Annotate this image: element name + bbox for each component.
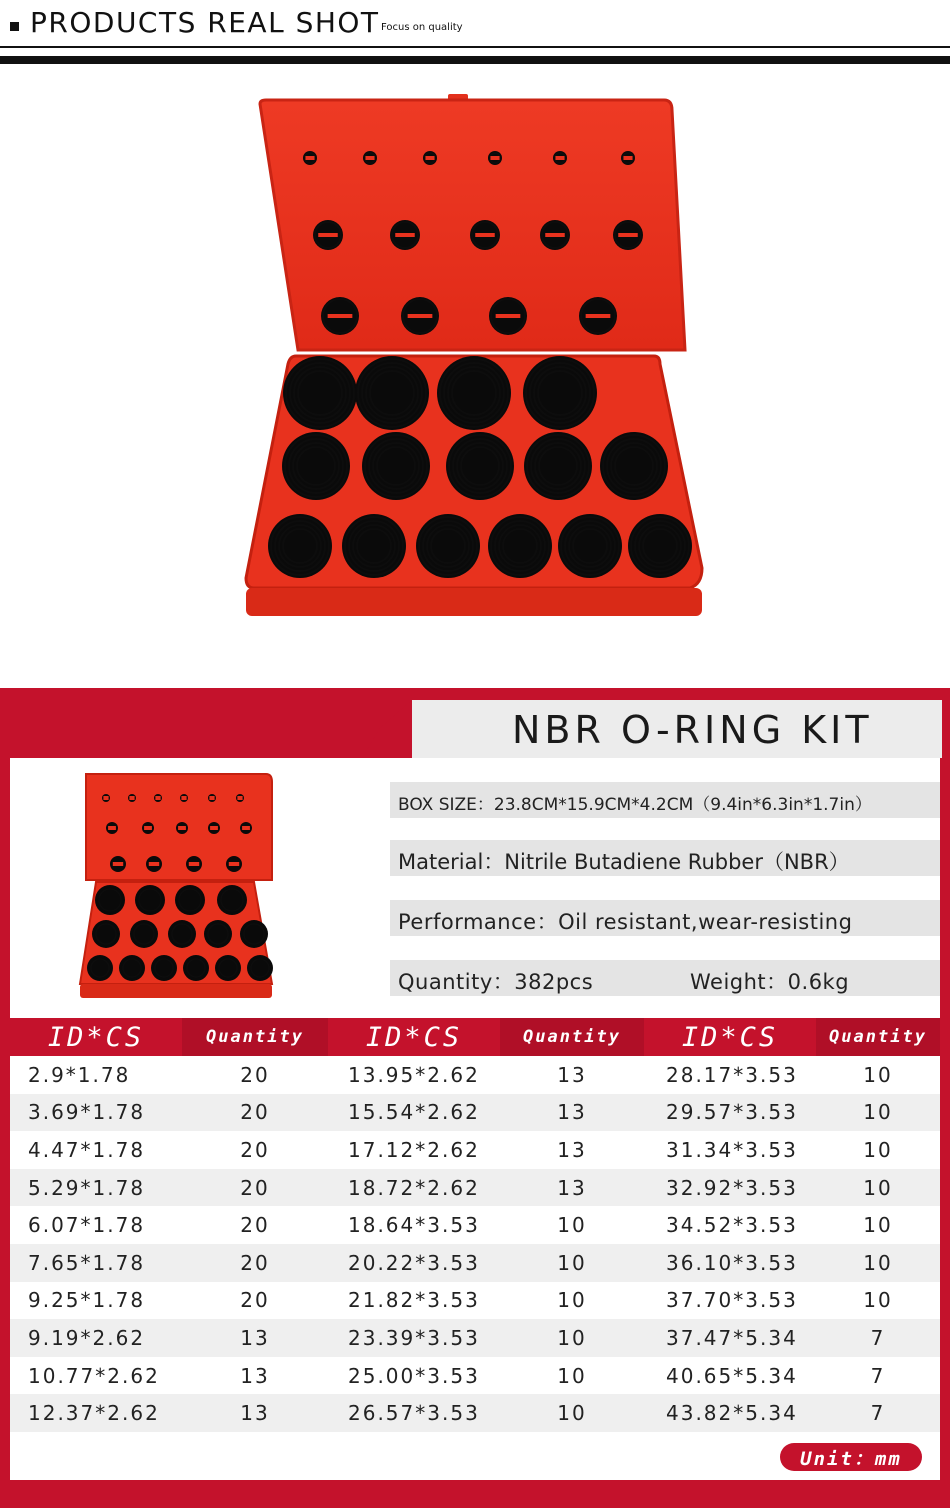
table-row xyxy=(10,1319,940,1357)
table-cell-id-cs: 6.07*1.78 xyxy=(28,1213,146,1238)
table-row xyxy=(10,1244,940,1282)
product-photo xyxy=(240,88,710,628)
col-header-id-cs-2: ID*CS xyxy=(328,1018,500,1056)
table-cell-quantity: 20 xyxy=(240,1175,270,1200)
table-cell-quantity: 10 xyxy=(557,1401,587,1426)
table-cell-id-cs: 18.72*2.62 xyxy=(348,1175,480,1200)
case-lid xyxy=(260,94,685,350)
table-cell-id-cs: 34.52*3.53 xyxy=(666,1213,798,1238)
table-row xyxy=(10,1131,940,1169)
page-subtitle: Focus on quality xyxy=(381,22,463,33)
unit-badge: Unit：mm xyxy=(780,1443,922,1471)
table-cell-id-cs: 32.92*3.53 xyxy=(666,1175,798,1200)
ring-holder-slot xyxy=(318,233,338,237)
ring-holder-slot xyxy=(305,156,314,160)
spec-performance-text: Performance：Oil resistant,wear-resisting xyxy=(398,910,853,934)
thumb-ring-slot xyxy=(229,862,239,866)
header-divider-thin xyxy=(0,46,950,48)
ring-holder-slot xyxy=(623,156,632,160)
thumb-ring-slot xyxy=(178,826,186,830)
ring-holder-slot xyxy=(490,156,499,160)
spec-material xyxy=(390,840,940,876)
thumb-ring-slot xyxy=(103,796,108,800)
col-header-quantity-1: Quantity xyxy=(182,1018,328,1056)
page-title: PRODUCTS REAL SHOT xyxy=(30,6,380,39)
base-front xyxy=(246,588,702,616)
table-cell-quantity: 10 xyxy=(863,1100,893,1125)
table-cell-id-cs: 25.00*3.53 xyxy=(348,1363,480,1388)
col-header-quantity-2: Quantity xyxy=(500,1018,644,1056)
ring-holder-slot xyxy=(395,233,415,237)
table-cell-id-cs: 10.77*2.62 xyxy=(28,1363,160,1388)
header-divider-thick xyxy=(0,56,950,64)
large-ring-stack xyxy=(488,514,552,578)
table-cell-id-cs: 7.65*1.78 xyxy=(28,1250,146,1275)
ring-holder-slot xyxy=(618,233,638,237)
table-cell-id-cs: 9.19*2.62 xyxy=(28,1325,146,1350)
thumb-ring-slot xyxy=(210,826,218,830)
table-cell-quantity: 7 xyxy=(870,1325,886,1350)
table-cell-id-cs: 9.25*1.78 xyxy=(28,1288,146,1313)
table-cell-quantity: 7 xyxy=(870,1363,886,1388)
table-cell-id-cs: 23.39*3.53 xyxy=(348,1325,480,1350)
large-ring-stack xyxy=(628,514,692,578)
table-cell-id-cs: 29.57*3.53 xyxy=(666,1100,798,1125)
table-cell-id-cs: 2.9*1.78 xyxy=(28,1062,131,1087)
table-cell-id-cs: 26.57*3.53 xyxy=(348,1401,480,1426)
header xyxy=(0,0,950,66)
ring-holder-slot xyxy=(365,156,374,160)
spec-material-text: Material：Nitrile Butadiene Rubber（NBR） xyxy=(398,850,850,874)
table-cell-quantity: 10 xyxy=(557,1213,587,1238)
spec-box-size xyxy=(390,782,940,818)
table-cell-quantity: 20 xyxy=(240,1137,270,1162)
ring-holder-slot xyxy=(545,233,565,237)
product-thumbnail xyxy=(78,770,274,1002)
ring-holder-slot xyxy=(425,156,434,160)
large-ring-stack xyxy=(558,514,622,578)
spec-quantity-weight xyxy=(390,960,940,996)
table-cell-quantity: 10 xyxy=(557,1288,587,1313)
table-cell-quantity: 10 xyxy=(863,1288,893,1313)
table-row xyxy=(10,1056,940,1094)
table-cell-quantity: 13 xyxy=(240,1401,270,1426)
table-cell-id-cs: 21.82*3.53 xyxy=(348,1288,480,1313)
table-cell-quantity: 13 xyxy=(240,1363,270,1388)
spec-quantity-text: Quantity：382pcs xyxy=(398,970,594,994)
col-header-quantity-3: Quantity xyxy=(816,1018,940,1056)
large-ring-stack xyxy=(342,514,406,578)
table-cell-id-cs: 28.17*3.53 xyxy=(666,1062,798,1087)
table-cell-id-cs: 31.34*3.53 xyxy=(666,1137,798,1162)
table-cell-quantity: 13 xyxy=(557,1062,587,1087)
table-cell-quantity: 20 xyxy=(240,1250,270,1275)
table-row xyxy=(10,1206,940,1244)
table-cell-quantity: 13 xyxy=(557,1137,587,1162)
col-header-id-cs-1: ID*CS xyxy=(10,1018,182,1056)
thumb-ring-slot xyxy=(129,796,134,800)
table-cell-id-cs: 13.95*2.62 xyxy=(348,1062,480,1087)
table-cell-id-cs: 17.12*2.62 xyxy=(348,1137,480,1162)
table-cell-id-cs: 4.47*1.78 xyxy=(28,1137,146,1162)
thumb-ring-slot xyxy=(144,826,152,830)
table-cell-quantity: 20 xyxy=(240,1213,270,1238)
table-cell-quantity: 10 xyxy=(557,1325,587,1350)
table-cell-id-cs: 37.47*5.34 xyxy=(666,1325,798,1350)
thumb-ring-slot xyxy=(181,796,186,800)
thumb-ring-slot xyxy=(237,796,242,800)
thumb-ring-slot xyxy=(242,826,250,830)
ring-holder-slot xyxy=(408,314,433,318)
table-cell-quantity: 7 xyxy=(870,1401,886,1426)
table-cell-id-cs: 18.64*3.53 xyxy=(348,1213,480,1238)
table-cell-quantity: 10 xyxy=(557,1363,587,1388)
table-cell-id-cs: 37.70*3.53 xyxy=(666,1288,798,1313)
size-table-header xyxy=(10,1018,940,1056)
thumb-ring-slot xyxy=(189,862,199,866)
table-cell-quantity: 20 xyxy=(240,1062,270,1087)
ring-holder-slot xyxy=(475,233,495,237)
table-cell-quantity: 10 xyxy=(863,1213,893,1238)
table-cell-id-cs: 40.65*5.34 xyxy=(666,1363,798,1388)
table-cell-quantity: 20 xyxy=(240,1100,270,1125)
spec-weight-text: Weight：0.6kg xyxy=(690,970,850,994)
thumb-ring-slot xyxy=(149,862,159,866)
table-cell-quantity: 10 xyxy=(863,1062,893,1087)
table-cell-quantity: 13 xyxy=(557,1175,587,1200)
thumb-ring-slot xyxy=(209,796,214,800)
ring-holder-slot xyxy=(496,314,521,318)
thumb-ring-slot xyxy=(155,796,160,800)
large-ring-stack xyxy=(416,514,480,578)
table-cell-quantity: 10 xyxy=(863,1250,893,1275)
large-ring-stack xyxy=(268,514,332,578)
table-cell-id-cs: 3.69*1.78 xyxy=(28,1100,146,1125)
table-cell-id-cs: 43.82*5.34 xyxy=(666,1401,798,1426)
table-cell-quantity: 13 xyxy=(557,1100,587,1125)
header-bullet xyxy=(10,22,19,31)
table-cell-quantity: 10 xyxy=(557,1250,587,1275)
table-cell-id-cs: 36.10*3.53 xyxy=(666,1250,798,1275)
thumb-ring-slot xyxy=(108,826,116,830)
thumb-front xyxy=(80,984,272,998)
spec-box-size-text: BOX SIZE：23.8CM*15.9CM*4.2CM（9.4in*6.3in*1.7in） xyxy=(398,795,872,815)
table-cell-id-cs: 5.29*1.78 xyxy=(28,1175,146,1200)
table-row xyxy=(10,1357,940,1395)
kit-title: NBR O-RING KIT xyxy=(512,708,873,752)
col-header-id-cs-3: ID*CS xyxy=(644,1018,816,1056)
title-banner-accent xyxy=(362,700,412,758)
table-row xyxy=(10,1282,940,1320)
ring-holder-slot xyxy=(586,314,611,318)
table-row xyxy=(10,1094,940,1132)
table-cell-quantity: 13 xyxy=(240,1325,270,1350)
spec-performance xyxy=(390,900,940,936)
table-cell-quantity: 10 xyxy=(863,1137,893,1162)
table-cell-quantity: 20 xyxy=(240,1288,270,1313)
table-cell-id-cs: 20.22*3.53 xyxy=(348,1250,480,1275)
thumb-ring-slot xyxy=(113,862,123,866)
table-row xyxy=(10,1394,940,1432)
case-base xyxy=(246,356,702,616)
ring-holder-slot xyxy=(555,156,564,160)
table-row xyxy=(10,1169,940,1207)
table-cell-id-cs: 12.37*2.62 xyxy=(28,1401,160,1426)
table-cell-quantity: 10 xyxy=(863,1175,893,1200)
ring-holder-slot xyxy=(328,314,353,318)
table-cell-id-cs: 15.54*2.62 xyxy=(348,1100,480,1125)
